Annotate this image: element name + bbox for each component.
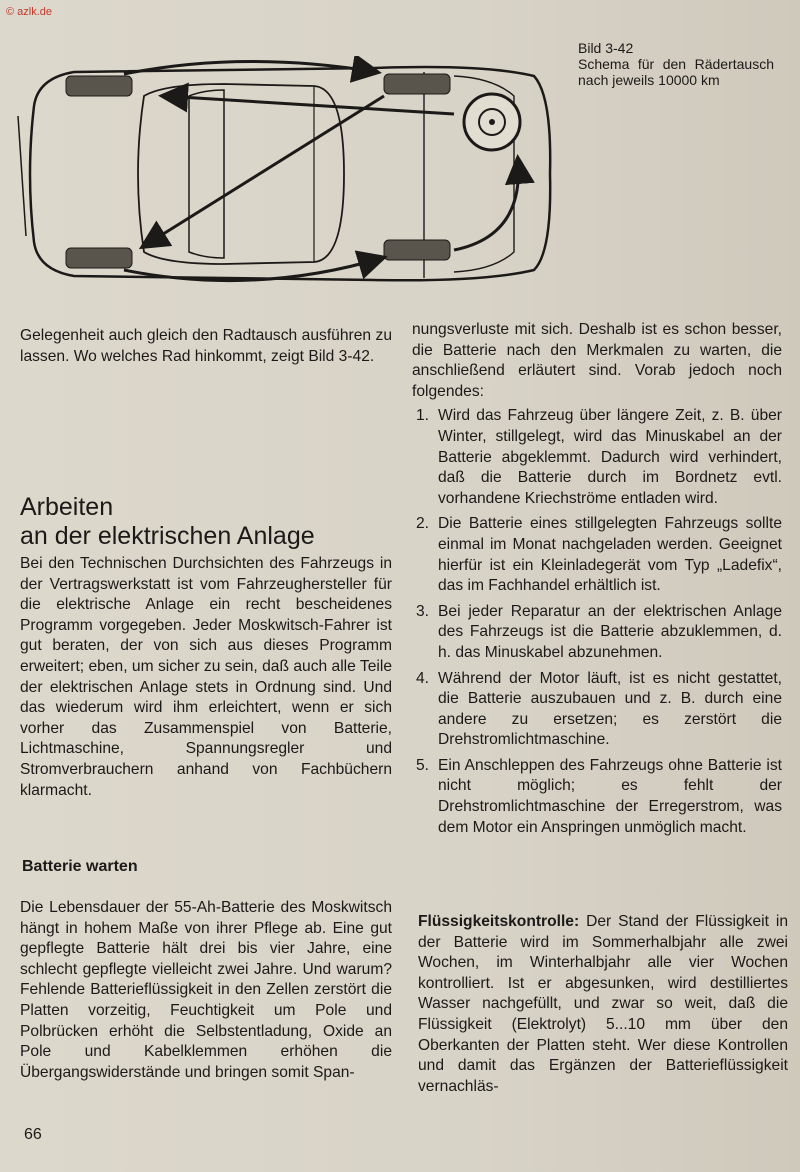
battery-text: Die Lebensdauer der 55-Ah-Batterie des Moskwitsch hängt in hohem Maße von ihrer Pflege ab. Eine gut gepflegte Batterie hält drei bis vier Jahre, eine schlecht gepflegte vielleicht zwei Jahre. Und warum? Fehlende Batterieflüssigkeit in den Zellen zerstört die Platten vorzeitig, Feuchtigkeit um Pole und Polbrücken erhöht die Selbstentladung, Oxide an Pole und Kabelklemmen erhöhen die Übergangswiderstände und bringen somit Span-: [20, 899, 392, 1081]
numbered-list: [412, 406, 782, 838]
list-item-text: Während der Motor läuft, ist es nicht gestattet, die Batterie auszubauen und z. B. durch eine andere zu ersetzen; es zerstört die Drehstromlichtmaschine.: [438, 669, 782, 749]
list-item-number: 2.: [416, 515, 430, 533]
list-item-number: 3.: [416, 602, 430, 620]
list-item-text: Ein Anschleppen des Fahrzeugs ohne Batterie ist nicht möglich; es fehlt der Drehstromlichtmaschine der Erregerstrom, was dem Motor ein Anspringen unmöglich macht.: [438, 756, 782, 836]
list-item-number: 5.: [416, 756, 430, 774]
list-item: [412, 514, 782, 596]
list-item-text: Bei jeder Reparatur an der elektrischen Anlage des Fahrzeugs ist die Batterie abzuklemmen, d. h. das Minuskabel abzunehmen.: [438, 602, 782, 661]
right-column: [412, 320, 782, 843]
subheading-battery: Batterie warten: [22, 858, 138, 875]
list-item: [412, 756, 782, 838]
list-item-text: Die Batterie eines stillgelegten Fahrzeugs sollte einmal im Monat nachgeladen werden. Geeignet hierfür ist ein Kleinladegerät vom Typ „Ladefix“, das im Fachhandel erhältlich ist.: [438, 515, 782, 595]
fluid-label: Flüssigkeitskontrolle:: [418, 913, 580, 930]
heading-line-2: an der elektrischen Anlage: [20, 521, 315, 550]
section-heading: [20, 493, 315, 551]
arrow-rl-to-fl: [164, 96, 454, 114]
section-paragraph: [20, 554, 392, 801]
page-number: 66: [24, 1126, 42, 1143]
list-item: [412, 406, 782, 509]
right-intro-paragraph: nungsverluste mit sich. Deshalb ist es schon besser, die Batterie nach den Merkmalen zu warten, die anschließend erläutert sind. Vorab jedoch noch folgendes:: [412, 321, 782, 400]
battery-paragraph: [20, 898, 392, 1083]
heading-line-1: Arbeiten: [20, 492, 114, 521]
arrow-rr-to-spare: [454, 160, 518, 250]
wheel-rear-right: [384, 240, 450, 260]
fluid-text: Der Stand der Flüssigkeit in der Batterie wird im Sommerhalbjahr alle zwei Wochen, im Winterhalbjahr alle vier Wochen kontrolliert. Ist er abgesunken, wird destilliertes Wasser nachgefüllt, und zwar so weit, daß die Flüssigkeit (Elektrolyt) 5...10 mm über den Oberkanten der Platten steht. Wer diese Kontrollen und damit das Ergänzen der Batterieflüssigkeit vernachläs-: [418, 913, 788, 1095]
figure-title: Bild 3-42: [578, 40, 634, 56]
list-item-text: Wird das Fahrzeug über längere Zeit, z. B. über Winter, stillgelegt, wird das Minuskabel an der Batterie abgeklemmt. Dadurch wird verhindert, daß die Batterie durch im Bordnetz evtl. vorhandene Kriechströme entladen wird.: [438, 407, 782, 507]
arrow-rl-to-fr: [144, 96, 384, 246]
watermark: © azlk.de: [6, 6, 53, 18]
arrow-fl-to-rl: [124, 61, 376, 74]
fluid-paragraph: [418, 912, 788, 1097]
list-item: [412, 669, 782, 751]
figure-caption: [578, 40, 774, 88]
list-item-number: 4.: [416, 669, 430, 687]
left-column-intro: [20, 326, 392, 367]
left-intro-paragraph: Gelegenheit auch gleich den Radtausch ausführen zu lassen. Wo welches Rad hinkommt, zeigt Bild 3-42.: [20, 327, 392, 365]
figure-caption-text: Schema für den Rädertausch nach jeweils 10000 km: [578, 56, 774, 88]
section-text: Bei den Technischen Durchsichten des Fahrzeugs in der Vertragswerkstatt ist vom Fahrzeughersteller für die elektrische Anlage ein recht bescheidenes Programm vorgegeben. Jeder Moskwitsch-Fahrer ist gut beraten, der von sich aus dieses Programm erweitert; eben, um sicher zu sein, daß auch alle Teile der elektrischen Anlage stets in Ordnung sind. Und das wiederum wird ihm erleichtert, wenn er sich vorher das Zusammenspiel von Batterie, Lichtmaschine, Spannungsregler und Stromverbrauchern anhand von Fachbüchern klarmacht.: [20, 555, 392, 799]
list-item: [412, 602, 782, 664]
wheel-front-right: [66, 248, 132, 268]
wheel-front-left: [66, 76, 132, 96]
list-item-number: 1.: [416, 407, 430, 425]
wheel-rear-left: [384, 74, 450, 94]
tire-rotation-diagram: [14, 56, 560, 292]
